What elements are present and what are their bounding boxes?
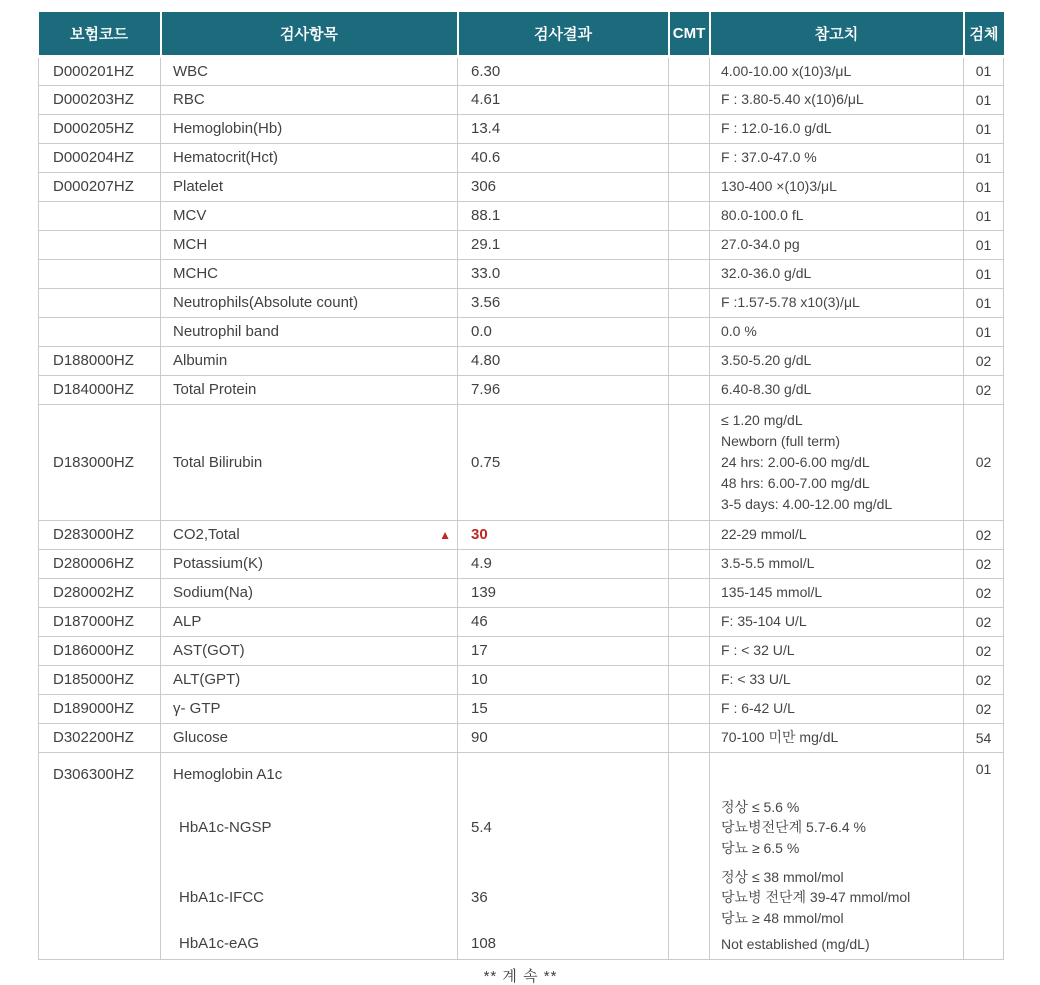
continued-footer: ** 계 속 ** [483, 967, 558, 985]
table-header [39, 12, 1004, 56]
reference-line: 80.0-100.0 fL [721, 207, 804, 223]
result-cell: 4.61 [458, 85, 669, 114]
reference-line: F: < 33 U/L [721, 671, 791, 687]
specimen-cell: 02 [964, 665, 1004, 694]
test-item-wrap [173, 381, 457, 398]
cmt-cell [669, 259, 710, 288]
specimen-cell: 01 [964, 85, 1004, 114]
test-item-label: Hemoglobin(Hb) [173, 120, 283, 137]
cmt-cell [669, 288, 710, 317]
test-item-label: ALT(GPT) [173, 671, 241, 688]
reference-cell [710, 288, 964, 317]
test-item-cell [161, 201, 458, 230]
specimen-cell: 02 [964, 549, 1004, 578]
reference-cell [710, 404, 964, 520]
test-item-wrap [173, 294, 457, 311]
reference-line: 22-29 mmol/L [721, 526, 807, 542]
cmt-cell [669, 114, 710, 143]
result-cell: 46 [458, 607, 669, 636]
cmt-cell [669, 752, 710, 959]
table-row [39, 346, 1004, 375]
reference-line: 3-5 days: 4.00-12.00 mg/dL [721, 495, 893, 512]
insurance-code-cell: D000203HZ [39, 85, 161, 114]
test-item-cell [161, 317, 458, 346]
test-item-wrap [173, 454, 457, 471]
reference-line: 32.0-36.0 g/dL [721, 265, 812, 281]
cmt-cell [669, 56, 710, 85]
result-cell: 6.30 [458, 56, 669, 85]
test-item-cell [161, 520, 458, 549]
test-item-cell [161, 346, 458, 375]
result-cell: 88.1 [458, 201, 669, 230]
test-item-wrap [173, 613, 457, 630]
reference-cell [710, 56, 964, 85]
result-cell: 10 [458, 665, 669, 694]
specimen-cell: 02 [964, 578, 1004, 607]
table-row [39, 317, 1004, 346]
specimen-cell: 02 [964, 404, 1004, 520]
insurance-code-cell: D188000HZ [39, 346, 161, 375]
test-item-label: Glucose [173, 729, 229, 746]
test-item-wrap [173, 91, 457, 108]
header-row [39, 12, 1004, 56]
table-row [39, 520, 1004, 549]
test-item-label: Potassium(K) [173, 555, 264, 572]
reference-line: F: 35-104 U/L [721, 613, 807, 629]
table-row [39, 85, 1004, 114]
cmt-cell [669, 723, 710, 752]
header-specimen: 검체 [964, 12, 1004, 56]
test-item-cell [161, 259, 458, 288]
cmt-cell [669, 317, 710, 346]
cmt-cell [669, 346, 710, 375]
reference-line: 당뇨병 전단계 39-47 mmol/mol [721, 889, 911, 906]
reference-cell [710, 665, 964, 694]
cmt-cell [669, 607, 710, 636]
cmt-cell [669, 549, 710, 578]
table-row [39, 230, 1004, 259]
result-cell: 17 [458, 636, 669, 665]
header-test-result: 검사결과 [458, 12, 669, 56]
cmt-cell [669, 665, 710, 694]
subtest-label-ngsp: HbA1c-NGSP [179, 819, 272, 836]
test-item-cell [161, 723, 458, 752]
test-item-cell [161, 607, 458, 636]
test-item-label: RBC [173, 91, 205, 108]
test-item-cell [161, 172, 458, 201]
test-item-label: Neutrophils(Absolute count) [173, 294, 359, 311]
insurance-code-cell: D000204HZ [39, 143, 161, 172]
test-item-label: ALP [173, 613, 202, 630]
insurance-code-cell: D280002HZ [39, 578, 161, 607]
reference-cell [710, 85, 964, 114]
reference-cell [710, 723, 964, 752]
result-cell: 40.6 [458, 143, 669, 172]
reference-cell [710, 317, 964, 346]
insurance-code-cell: D185000HZ [39, 665, 161, 694]
test-item-wrap [173, 120, 457, 137]
reference-line: 당뇨병전단계 5.7-6.4 % [721, 819, 866, 836]
result-cell: 306 [458, 172, 669, 201]
reference-cell [710, 201, 964, 230]
table-row-hba1c [39, 752, 1004, 959]
test-item-label: MCV [173, 207, 207, 224]
test-item-label: Neutrophil band [173, 323, 279, 340]
specimen-cell: 02 [964, 520, 1004, 549]
insurance-code-cell: D187000HZ [39, 607, 161, 636]
insurance-code-cell: D000207HZ [39, 172, 161, 201]
reference-line: 4.00-10.00 x(10)3/μL [721, 62, 852, 79]
result-cell: 139 [458, 578, 669, 607]
test-item-wrap [173, 526, 457, 543]
table-row [39, 549, 1004, 578]
specimen-cell: 01 [964, 201, 1004, 230]
test-item-label: Platelet [173, 178, 224, 195]
test-item-label: Total Protein [173, 381, 257, 398]
specimen-cell: 01 [964, 56, 1004, 85]
result-spacer [471, 753, 668, 797]
reference-line: 0.0 % [721, 323, 757, 339]
insurance-code-cell [39, 317, 161, 346]
reference-ngsp [721, 797, 963, 859]
lab-results-table [38, 12, 1004, 960]
result-eag: 108 [471, 935, 497, 952]
test-item-wrap [173, 63, 457, 80]
insurance-code-cell [39, 752, 161, 959]
test-item-cell [161, 665, 458, 694]
test-item-label: MCH [173, 236, 208, 253]
reference-line: 6.40-8.30 g/dL [721, 381, 812, 397]
reference-cell [710, 172, 964, 201]
test-item-wrap [173, 642, 457, 659]
reference-cell [710, 607, 964, 636]
result-cell [458, 752, 669, 959]
reference-line: F :1.57-5.78 x10(3)/μL [721, 294, 860, 310]
test-item-label: AST(GOT) [173, 642, 245, 659]
test-item-label: Albumin [173, 352, 228, 369]
test-item-label: CO2,Total [173, 526, 240, 543]
table-row [39, 172, 1004, 201]
cmt-cell [669, 172, 710, 201]
subtest-label-eag: HbA1c-eAG [179, 935, 260, 952]
reference-cell [710, 694, 964, 723]
result-cell: 30 [458, 520, 669, 549]
insurance-code-cell: D000201HZ [39, 56, 161, 85]
reference-cell [710, 346, 964, 375]
test-item-wrap [173, 352, 457, 369]
cmt-cell [669, 520, 710, 549]
reference-cell [710, 636, 964, 665]
specimen-text: 01 [975, 760, 992, 777]
reference-line: 3.5-5.5 mmol/L [721, 555, 815, 571]
cmt-cell [669, 404, 710, 520]
specimen-cell [964, 752, 1004, 959]
reference-eag: Not established (mg/dL) [721, 935, 870, 952]
test-item-cell [161, 404, 458, 520]
test-item-label: γ- GTP [173, 700, 221, 717]
table-row [39, 404, 1004, 520]
test-item-cell [161, 578, 458, 607]
result-cell: 90 [458, 723, 669, 752]
table-body [39, 56, 1004, 959]
table-row [39, 723, 1004, 752]
table-row [39, 578, 1004, 607]
result-ngsp: 5.4 [471, 819, 492, 836]
insurance-code-cell: D183000HZ [39, 404, 161, 520]
test-item-wrap [173, 555, 457, 572]
test-item-label: Hemoglobin A1c [173, 766, 283, 783]
test-item-wrap [173, 700, 457, 717]
header-cmt: CMT [669, 12, 710, 56]
reference-line: 3.50-5.20 g/dL [721, 352, 812, 368]
test-item-wrap [173, 584, 457, 601]
insurance-code-cell: D280006HZ [39, 549, 161, 578]
reference-cell [710, 520, 964, 549]
test-item-label: WBC [173, 62, 208, 80]
cmt-cell [669, 201, 710, 230]
result-cell: 7.96 [458, 375, 669, 404]
reference-line: 48 hrs: 6.00-7.00 mg/dL [721, 474, 870, 491]
result-ifcc: 36 [471, 889, 488, 906]
reference-line: ≤ 1.20 mg/dL [721, 411, 803, 428]
reference-line: 70-100 미만 mg/dL [721, 729, 839, 745]
reference-line: 정상 ≤ 38 mmol/mol [721, 868, 844, 885]
test-item-cell [161, 694, 458, 723]
cmt-cell [669, 375, 710, 404]
insurance-code-cell [39, 230, 161, 259]
reference-line: 당뇨 ≥ 48 mmol/mol [721, 909, 844, 926]
test-item-wrap [173, 671, 457, 688]
reference-cell [710, 259, 964, 288]
reference-line: F : < 32 U/L [721, 642, 795, 658]
test-item-wrap [173, 207, 457, 224]
test-item-label: Sodium(Na) [173, 584, 254, 601]
result-cell: 0.0 [458, 317, 669, 346]
specimen-cell: 01 [964, 288, 1004, 317]
result-cell: 3.56 [458, 288, 669, 317]
insurance-code-cell: D189000HZ [39, 694, 161, 723]
specimen-cell: 01 [964, 143, 1004, 172]
reference-line: 당뇨 ≥ 6.5 % [721, 839, 800, 856]
test-item-cell [161, 375, 458, 404]
insurance-code-cell: D000205HZ [39, 114, 161, 143]
test-item-cell [161, 85, 458, 114]
specimen-cell: 01 [964, 230, 1004, 259]
cmt-cell [669, 578, 710, 607]
reference-line: 27.0-34.0 pg [721, 236, 800, 252]
insurance-code-cell [39, 259, 161, 288]
header-test-item: 검사항목 [161, 12, 458, 56]
test-item-label: MCHC [173, 265, 218, 282]
reference-line: Newborn (full term) [721, 432, 841, 449]
reference-cell [710, 143, 964, 172]
table-row [39, 665, 1004, 694]
test-item-cell [161, 230, 458, 259]
subtest-label-ifcc: HbA1c-IFCC [179, 889, 265, 906]
spacer [173, 859, 457, 867]
reference-cell [710, 752, 964, 959]
specimen-cell: 02 [964, 375, 1004, 404]
reference-ifcc [721, 867, 963, 929]
spacer [471, 859, 668, 867]
cmt-cell [669, 694, 710, 723]
result-cell: 4.80 [458, 346, 669, 375]
reference-line: F : 6-42 U/L [721, 700, 795, 716]
cmt-cell [669, 85, 710, 114]
specimen-cell: 02 [964, 346, 1004, 375]
reference-line: F : 3.80-5.40 x(10)6/μL [721, 91, 864, 107]
specimen-cell: 01 [964, 172, 1004, 201]
test-item-cell [161, 752, 458, 959]
test-item-label: Hematocrit(Hct) [173, 149, 279, 166]
table-row [39, 56, 1004, 85]
insurance-code-cell [39, 288, 161, 317]
high-flag-icon: ▲ [439, 527, 451, 542]
table-row [39, 201, 1004, 230]
reference-line: F : 37.0-47.0 % [721, 149, 817, 165]
reference-cell [710, 549, 964, 578]
cmt-cell [669, 636, 710, 665]
spacer [721, 859, 963, 867]
cmt-cell [669, 143, 710, 172]
result-cell: 4.9 [458, 549, 669, 578]
table-row [39, 114, 1004, 143]
result-cell: 15 [458, 694, 669, 723]
specimen-cell: 02 [964, 636, 1004, 665]
specimen-cell: 01 [964, 259, 1004, 288]
test-item-cell [161, 56, 458, 85]
test-item-cell [161, 288, 458, 317]
test-item-cell [161, 143, 458, 172]
test-item-label: Total Bilirubin [173, 453, 263, 471]
test-item-cell [161, 549, 458, 578]
insurance-code-cell: D184000HZ [39, 375, 161, 404]
test-item-wrap [173, 236, 457, 253]
reference-cell [710, 375, 964, 404]
table-row [39, 694, 1004, 723]
reference-line: 24 hrs: 2.00-6.00 mg/dL [721, 453, 870, 470]
specimen-cell: 54 [964, 723, 1004, 752]
insurance-code-cell: D283000HZ [39, 520, 161, 549]
insurance-code-text: D306300HZ [53, 766, 134, 783]
test-item-wrap [173, 265, 457, 282]
table-row [39, 375, 1004, 404]
table-row [39, 288, 1004, 317]
header-insurance-code: 보험코드 [39, 12, 161, 56]
result-cell: 33.0 [458, 259, 669, 288]
table-row [39, 143, 1004, 172]
specimen-cell: 02 [964, 607, 1004, 636]
header-reference-range: 참고치 [710, 12, 964, 56]
result-cell: 0.75 [458, 404, 669, 520]
specimen-cell: 02 [964, 694, 1004, 723]
reference-line: 135-145 mmol/L [721, 584, 823, 600]
specimen-cell: 01 [964, 114, 1004, 143]
test-item-cell [161, 636, 458, 665]
test-item-wrap [173, 149, 457, 166]
test-item-wrap [173, 323, 457, 340]
cmt-cell [669, 230, 710, 259]
reference-cell [710, 578, 964, 607]
reference-cell [710, 114, 964, 143]
test-item-wrap [173, 729, 457, 746]
result-cell: 13.4 [458, 114, 669, 143]
result-cell: 29.1 [458, 230, 669, 259]
insurance-code-cell [39, 201, 161, 230]
reference-spacer [721, 753, 963, 797]
insurance-code-cell: D186000HZ [39, 636, 161, 665]
table-row [39, 607, 1004, 636]
reference-line: F : 12.0-16.0 g/dL [721, 120, 832, 136]
table-row [39, 259, 1004, 288]
insurance-code-cell: D302200HZ [39, 723, 161, 752]
reference-cell [710, 230, 964, 259]
table-row [39, 636, 1004, 665]
specimen-cell: 01 [964, 317, 1004, 346]
test-item-cell [161, 114, 458, 143]
reference-line: 정상 ≤ 5.6 % [721, 798, 800, 815]
reference-line: 130-400 ×(10)3/μL [721, 178, 837, 194]
test-item-wrap [173, 178, 457, 195]
